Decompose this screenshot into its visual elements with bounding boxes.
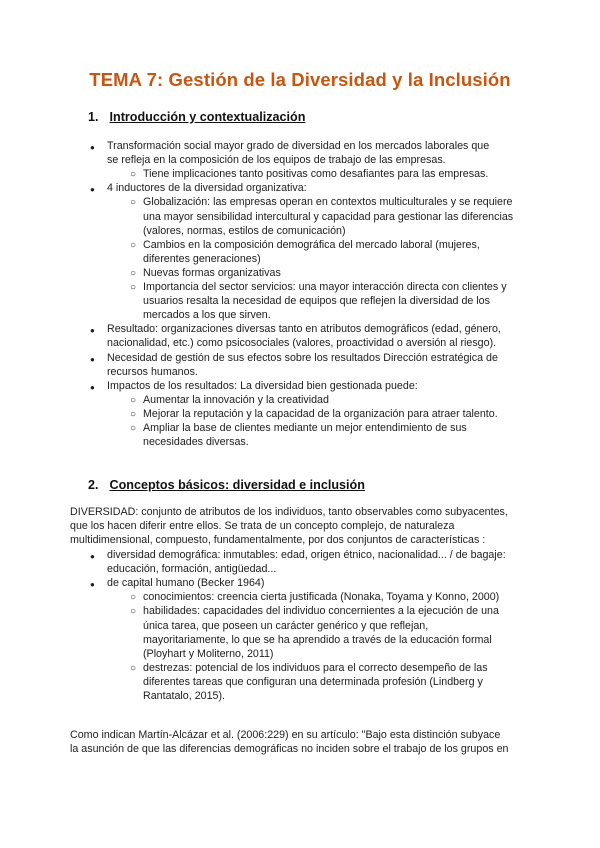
- list-item-text: Aumentar la innovación y la creatividad: [143, 393, 329, 406]
- list-item-text: Mejorar la reputación y la capacidad de la organización para atraer talento.: [143, 407, 498, 420]
- bullet-icon: ●: [90, 326, 95, 336]
- list-item-text: Cambios en la composición demográfica del mercado laboral (mujeres,: [143, 238, 480, 251]
- sub-bullet-icon: ○: [130, 282, 137, 293]
- sub-bullet-icon: ○: [130, 394, 137, 406]
- list-item-text: diferentes generaciones): [143, 252, 261, 265]
- list-item-text: Ampliar la base de clientes mediante un mejor entendimiento de sus: [143, 422, 467, 434]
- list-item-text: una mayor sensibilidad intercultural y capacidad para gestionar las diferencias: [143, 210, 514, 223]
- bullet-icon: ●: [90, 552, 95, 561]
- list-item-text: única tarea, que poseen un carácter genérico y que reflejan,: [143, 619, 429, 632]
- list-item-text: mayoritariamente, lo que se ha aprendido a través de la educación formal: [143, 633, 492, 646]
- list-item-text: conocimientos: creencia cierta justificada (Nonaka, Toyama y Konno, 2000): [143, 591, 500, 604]
- list-item-text: (Ployhart y Moliterno, 2011): [143, 647, 274, 660]
- bullet-icon: ●: [90, 185, 95, 195]
- paragraph-line: que los hacen diferir entre ellos. Se trata de un concepto complejo, de naturaleza: [70, 520, 455, 533]
- list-item-text: Globalización: las empresas operan en contextos multiculturales y se requiere: [143, 196, 513, 209]
- paragraph-line: multidimensional, compuesto, fundamentalmente, por dos conjuntos de características :: [70, 534, 486, 547]
- section-number: 1.: [88, 110, 99, 124]
- list-item-text: habilidades: capacidades del individuo concernientes a la ejecución de una: [143, 605, 499, 618]
- sub-bullet-icon: ○: [130, 592, 137, 604]
- bullet-icon: ●: [90, 580, 95, 590]
- section-1-heading: [88, 110, 305, 124]
- sub-bullet-icon: ○: [130, 662, 137, 674]
- list-item-text: Transformación social mayor grado de diversidad en los mercados laborales que: [107, 140, 490, 152]
- list-item-text: mercados a los que sirven.: [143, 309, 271, 322]
- list-item-text: Nuevas formas organizativas: [143, 266, 281, 279]
- sub-bullet-icon: ○: [130, 169, 137, 181]
- list-item-text: nacionalidad, etc.) como psicosociales (valores, proactividad o aversión al riesgo).: [107, 337, 497, 350]
- bullet-icon: ●: [90, 354, 95, 364]
- list-item-text: necesidades diversas.: [143, 436, 249, 449]
- list-item-text: destrezas: potencial de los individuos para el correcto desempeño de las: [143, 661, 488, 674]
- paragraph-line: la asunción de que las diferencias demográficas no inciden sobre el trabajo de los grupos en: [70, 743, 509, 756]
- paragraph-line: DIVERSIDAD: conjunto de atributos de los individuos, tanto observables como subyacentes,: [70, 506, 508, 518]
- sub-bullet-icon: ○: [130, 408, 137, 420]
- sub-bullet-icon: ○: [130, 423, 137, 434]
- sub-bullet-icon: ○: [130, 606, 137, 618]
- list-item-text: Resultado: organizaciones diversas tanto en atributos demográficos (edad, género,: [107, 323, 501, 336]
- list-item-text: 4 inductores de la diversidad organizativa:: [107, 182, 307, 195]
- sub-bullet-icon: ○: [130, 267, 137, 279]
- list-item-text: se refleja en la composición de los equipos de trabajo de las empresas.: [107, 154, 446, 167]
- list-item-text: usuarios resalta la necesidad de equipos que reflejen la diversidad de los: [143, 295, 490, 308]
- list-item-text: educación, formación, antigüedad...: [107, 563, 277, 576]
- section-number: 2.: [88, 478, 99, 492]
- list-item-text: de capital humano (Becker 1964): [107, 577, 265, 590]
- page-title: TEMA 7: Gestión de la Diversidad y la Inclusión: [89, 69, 511, 90]
- sub-bullet-icon: ○: [130, 239, 137, 251]
- list-item-text: Necesidad de gestión de sus efectos sobre los resultados Dirección estratégica de: [107, 351, 498, 364]
- section-2-heading: [88, 478, 365, 492]
- section-title: Conceptos básicos: diversidad e inclusión: [109, 478, 365, 492]
- list-item-text: Rantatalo, 2015).: [143, 690, 225, 702]
- list-item-text: (valores, normas, estilos de comunicación): [143, 224, 346, 237]
- section-title: Introducción y contextualización: [109, 110, 306, 124]
- list-item-text: Tiene implicaciones tanto positivas como desafiantes para las empresas.: [143, 168, 489, 181]
- list-item-text: diferentes tareas que configuran una determinada profesión (Lindberg y: [143, 675, 483, 688]
- list-item-text: diversidad demográfica: inmutables: edad, origen étnico, nacionalidad... / de bagaje:: [107, 549, 506, 561]
- sub-bullet-icon: ○: [130, 197, 137, 209]
- list-item-text: recursos humanos.: [107, 365, 198, 378]
- list-item-text: Impactos de los resultados: La diversidad bien gestionada puede:: [107, 379, 418, 392]
- paragraph-line: Como indican Martín-Alcázar et al. (2006:229) en su artículo: "Bajo esta distinción subyace: [70, 729, 501, 741]
- bullet-icon: ●: [90, 382, 95, 392]
- list-item-text: Importancia del sector servicios: una mayor interacción directa con clientes y: [143, 281, 507, 293]
- bullet-icon: ●: [90, 143, 95, 152]
